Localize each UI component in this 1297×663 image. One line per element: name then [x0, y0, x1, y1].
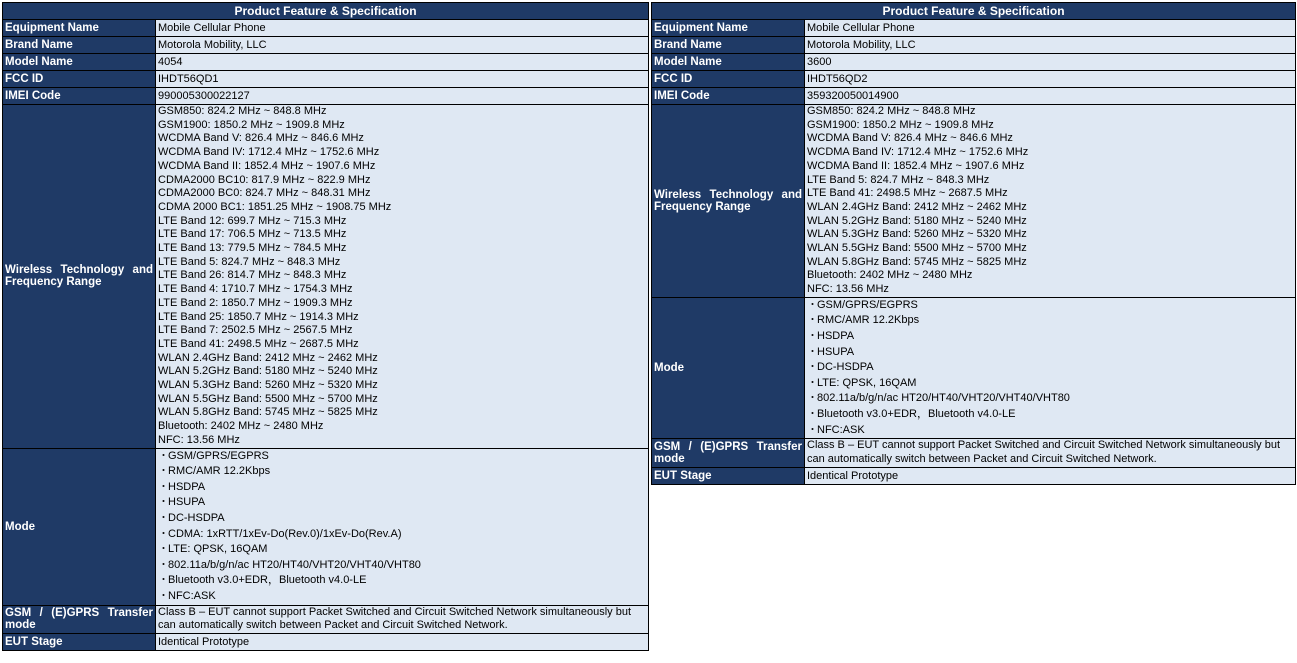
eut-stage-label: EUT Stage: [652, 467, 805, 484]
frequency-line: WCDMA Band V: 826.4 MHz ~ 846.6 MHz: [158, 132, 364, 145]
mode-line: ・802.11a/b/g/n/ac HT20/HT40/VHT20/VHT40/VHT80: [807, 391, 1293, 407]
bullet-icon: ・: [158, 496, 169, 509]
frequency-line: WLAN 5.5GHz Band: 5500 MHz ~ 5700 MHz: [158, 392, 378, 405]
brand-name-label: Brand Name: [3, 37, 156, 54]
eut-stage-value: Identical Prototype: [156, 633, 649, 650]
table-title: Product Feature & Specification: [652, 3, 1296, 20]
frequency-line: GSM850: 824.2 MHz ~ 848.8 MHz: [807, 105, 976, 117]
mode-line: ・CDMA: 1xRTT/1xEv-Do(Rev.0)/1xEv-Do(Rev.A): [158, 527, 646, 543]
frequency-line: Bluetooth: 2402 MHz ~ 2480 MHz: [807, 269, 973, 282]
bullet-icon: ・: [807, 361, 818, 374]
frequency-line: WLAN 2.4GHz Band: 2412 MHz ~ 2462 MHz: [807, 200, 1027, 213]
frequency-line: LTE Band 7: 2502.5 MHz ~ 2567.5 MHz: [158, 324, 353, 337]
mode-line: ・DC-HSDPA: [807, 360, 1293, 376]
table-title: Product Feature & Specification: [3, 3, 649, 20]
bullet-icon: ・: [807, 423, 818, 436]
table-row: [652, 297, 1296, 438]
eut-stage-value: Identical Prototype: [805, 467, 1296, 484]
model-name-label: Model Name: [652, 54, 805, 71]
fcc-id-value: IHDT56QD1: [156, 71, 649, 88]
mode-line: ・LTE: QPSK, 16QAM: [807, 376, 1293, 392]
bullet-icon: ・: [807, 376, 818, 389]
frequency-line: WLAN 5.8GHz Band: 5745 MHz ~ 5825 MHz: [158, 406, 378, 419]
equipment-name-label: Equipment Name: [652, 20, 805, 37]
mode-line: ・HSUPA: [807, 345, 1293, 361]
fcc-id-label: FCC ID: [652, 71, 805, 88]
fcc-id-label: FCC ID: [3, 71, 156, 88]
frequency-line: WCDMA Band V: 826.4 MHz ~ 846.6 MHz: [807, 132, 1013, 145]
bullet-icon: ・: [158, 465, 169, 478]
frequency-line: WLAN 5.2GHz Band: 5180 MHz ~ 5240 MHz: [807, 214, 1027, 227]
table-row: [652, 105, 1296, 298]
frequency-line: WCDMA Band IV: 1712.4 MHz ~ 1752.6 MHz: [158, 146, 380, 159]
eut-stage-label: EUT Stage: [3, 633, 156, 650]
mode-line: ・GSM/GPRS/EGPRS: [807, 298, 1293, 314]
table-row: [3, 54, 649, 71]
frequency-line: CDMA 2000 BC1: 1851.25 MHz ~ 1908.75 MHz: [158, 200, 392, 213]
bullet-icon: ・: [158, 449, 169, 462]
frequency-line: LTE Band 25: 1850.7 MHz ~ 1914.3 MHz: [158, 310, 359, 323]
table-row: [3, 633, 649, 650]
imei-code-label: IMEI Code: [3, 88, 156, 105]
mode-label: Mode: [652, 297, 805, 438]
bullet-icon: ・: [158, 589, 169, 602]
gsm-transfer-value: Class B – EUT cannot support Packet Switched and Circuit Switched Network simultaneously but can automatically switch between Packet and Circuit Switched Network.: [156, 605, 649, 633]
bullet-icon: ・: [158, 558, 169, 571]
mode-line: ・HSUPA: [158, 495, 646, 511]
brand-name-value: Motorola Mobility, LLC: [805, 37, 1296, 54]
wireless-value: [156, 105, 649, 449]
brand-name-label: Brand Name: [652, 37, 805, 54]
mode-line: ・GSM/GPRS/EGPRS: [158, 449, 646, 465]
frequency-line: LTE Band 4: 1710.7 MHz ~ 1754.3 MHz: [158, 283, 353, 296]
frequency-line: WLAN 5.2GHz Band: 5180 MHz ~ 5240 MHz: [158, 365, 378, 378]
frequency-line: LTE Band 41: 2498.5 MHz ~ 2687.5 MHz: [807, 187, 1008, 200]
wireless-value: [805, 105, 1296, 298]
table-row: [3, 88, 649, 105]
frequency-line: LTE Band 2: 1850.7 MHz ~ 1909.3 MHz: [158, 296, 353, 309]
table-row: [652, 467, 1296, 484]
mode-value: [805, 297, 1296, 438]
table-row: [3, 20, 649, 37]
table-row: [3, 605, 649, 633]
frequency-line: WCDMA Band II: 1852.4 MHz ~ 1907.6 MHz: [807, 159, 1025, 172]
table-row: [652, 71, 1296, 88]
bullet-icon: ・: [807, 345, 818, 358]
model-name-value: 4054: [156, 54, 649, 71]
bullet-icon: ・: [158, 527, 169, 540]
wireless-label: Wireless Technology and Frequency Range: [652, 105, 805, 298]
mode-line: ・NFC:ASK: [807, 423, 1293, 439]
mode-line: ・Bluetooth v3.0+EDR，Bluetooth v4.0-LE: [158, 573, 646, 589]
wireless-label: Wireless Technology and Frequency Range: [3, 105, 156, 449]
bullet-icon: ・: [807, 392, 818, 405]
frequency-line: GSM1900: 1850.2 MHz ~ 1909.8 MHz: [807, 118, 994, 131]
table-row: [652, 37, 1296, 54]
mode-line: ・HSDPA: [158, 480, 646, 496]
model-name-value: 3600: [805, 54, 1296, 71]
table-row: [3, 448, 649, 605]
bullet-icon: ・: [158, 480, 169, 493]
mode-line: ・Bluetooth v3.0+EDR，Bluetooth v4.0-LE: [807, 407, 1293, 423]
mode-line: ・RMC/AMR 12.2Kbps: [807, 313, 1293, 329]
spec-table-4054: [2, 2, 649, 651]
equipment-name-label: Equipment Name: [3, 20, 156, 37]
mode-line: ・802.11a/b/g/n/ac HT20/HT40/VHT20/VHT40/VHT80: [158, 558, 646, 574]
table-row: [3, 71, 649, 88]
spec-table-3600: [651, 2, 1296, 485]
gsm-transfer-label: GSM / (E)GPRS Transfer mode: [3, 605, 156, 633]
frequency-line: WCDMA Band II: 1852.4 MHz ~ 1907.6 MHz: [158, 159, 376, 172]
frequency-line: LTE Band 5: 824.7 MHz ~ 848.3 MHz: [807, 173, 990, 186]
table-row: [652, 88, 1296, 105]
frequency-line: LTE Band 41: 2498.5 MHz ~ 2687.5 MHz: [158, 337, 359, 350]
equipment-name-value: Mobile Cellular Phone: [805, 20, 1296, 37]
frequency-line: LTE Band 13: 779.5 MHz ~ 784.5 MHz: [158, 242, 347, 255]
imei-code-label: IMEI Code: [652, 88, 805, 105]
imei-code-value: 359320050014900: [805, 88, 1296, 105]
mode-line: ・RMC/AMR 12.2Kbps: [158, 464, 646, 480]
bullet-icon: ・: [807, 408, 818, 420]
frequency-line: LTE Band 5: 824.7 MHz ~ 848.3 MHz: [158, 255, 341, 268]
mode-line: ・LTE: QPSK, 16QAM: [158, 542, 646, 558]
brand-name-value: Motorola Mobility, LLC: [156, 37, 649, 54]
frequency-line: WLAN 5.8GHz Band: 5745 MHz ~ 5825 MHz: [807, 255, 1027, 268]
mode-line: ・DC-HSDPA: [158, 511, 646, 527]
fcc-id-value: IHDT56QD2: [805, 71, 1296, 88]
mode-value: [156, 448, 649, 605]
frequency-line: NFC: 13.56 MHz: [807, 283, 889, 296]
table-row: [652, 20, 1296, 37]
gsm-transfer-label: GSM / (E)GPRS Transfer mode: [652, 439, 805, 467]
bullet-icon: ・: [158, 511, 169, 524]
table-row: [3, 37, 649, 54]
mode-label: Mode: [3, 448, 156, 605]
frequency-line: CDMA2000 BC10: 817.9 MHz ~ 822.9 MHz: [158, 173, 371, 186]
frequency-line: NFC: 13.56 MHz: [158, 433, 240, 446]
frequency-line: WCDMA Band IV: 1712.4 MHz ~ 1752.6 MHz: [807, 146, 1029, 159]
model-name-label: Model Name: [3, 54, 156, 71]
table-row: [3, 105, 649, 449]
frequency-line: WLAN 2.4GHz Band: 2412 MHz ~ 2462 MHz: [158, 351, 378, 364]
bullet-icon: ・: [807, 330, 818, 343]
frequency-line: GSM1900: 1850.2 MHz ~ 1909.8 MHz: [158, 118, 345, 131]
frequency-line: LTE Band 12: 699.7 MHz ~ 715.3 MHz: [158, 214, 347, 227]
frequency-line: LTE Band 26: 814.7 MHz ~ 848.3 MHz: [158, 269, 347, 282]
frequency-line: WLAN 5.3GHz Band: 5260 MHz ~ 5320 MHz: [807, 228, 1027, 241]
table-row: [652, 54, 1296, 71]
frequency-line: GSM850: 824.2 MHz ~ 848.8 MHz: [158, 105, 327, 117]
bullet-icon: ・: [158, 543, 169, 556]
frequency-line: Bluetooth: 2402 MHz ~ 2480 MHz: [158, 420, 324, 433]
frequency-line: LTE Band 17: 706.5 MHz ~ 713.5 MHz: [158, 228, 347, 241]
bullet-icon: ・: [158, 574, 169, 587]
imei-code-value: 990005300022127: [156, 88, 649, 105]
bullet-icon: ・: [807, 298, 818, 311]
frequency-line: CDMA2000 BC0: 824.7 MHz ~ 848.31 MHz: [158, 187, 371, 200]
frequency-line: WLAN 5.3GHz Band: 5260 MHz ~ 5320 MHz: [158, 379, 378, 392]
gsm-transfer-value: Class B – EUT cannot support Packet Switched and Circuit Switched Network simultaneously but can automatically switch between Packet and Circuit Switched Network.: [805, 439, 1296, 467]
mode-line: ・HSDPA: [807, 329, 1293, 345]
mode-line: ・NFC:ASK: [158, 589, 646, 605]
table-row: [652, 439, 1296, 467]
bullet-icon: ・: [807, 314, 818, 327]
frequency-line: WLAN 5.5GHz Band: 5500 MHz ~ 5700 MHz: [807, 242, 1027, 255]
equipment-name-value: Mobile Cellular Phone: [156, 20, 649, 37]
